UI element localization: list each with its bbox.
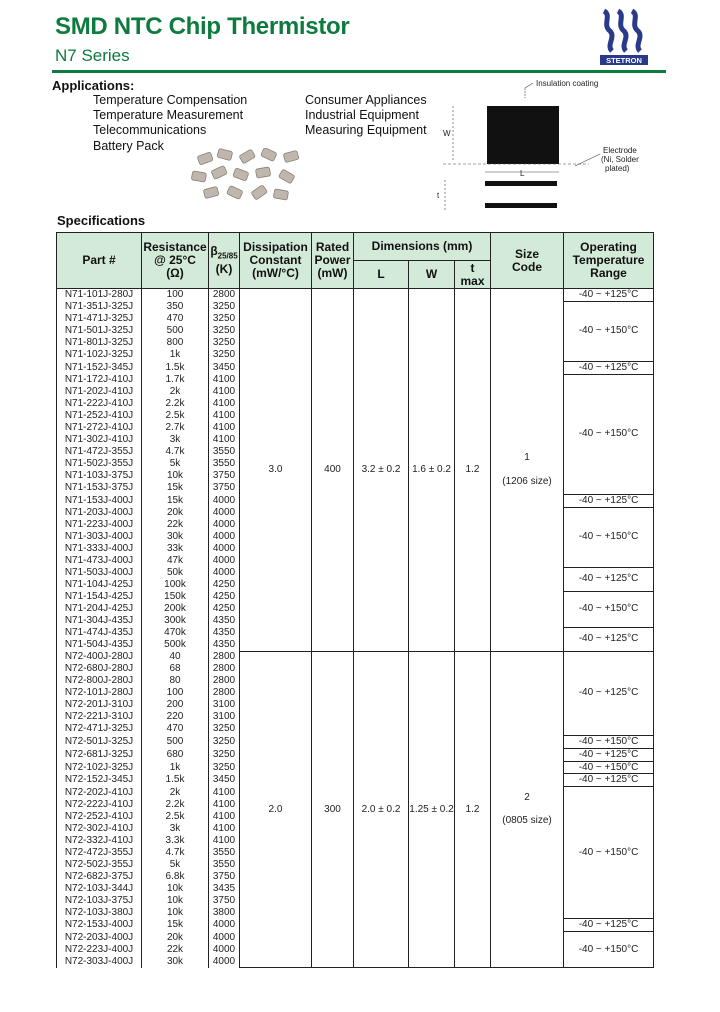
specifications-body <box>57 289 654 968</box>
part-number-cell: N71-104J-425J <box>57 579 142 591</box>
part-number-cell: N71-351J-325J <box>57 301 142 313</box>
temperature-range-cell: -40 ~ +125°C <box>564 627 654 651</box>
beta-cell: 4350 <box>209 627 240 639</box>
part-number-cell: N71-471J-325J <box>57 313 142 325</box>
beta-cell: 4100 <box>209 374 240 386</box>
beta-cell: 3450 <box>209 774 240 787</box>
logo-text: STETRON <box>606 56 642 65</box>
resistance-cell: 300k <box>142 615 209 627</box>
part-number-cell: N72-800J-280J <box>57 675 142 687</box>
temperature-range-cell: -40 ~ +125°C <box>564 919 654 932</box>
part-number-cell: N71-222J-410J <box>57 398 142 410</box>
beta-cell: 4100 <box>209 386 240 398</box>
resistance-cell: 10k <box>142 907 209 919</box>
beta-cell: 4350 <box>209 639 240 651</box>
part-number-cell: N72-252J-410J <box>57 811 142 823</box>
beta-cell: 4100 <box>209 410 240 422</box>
resistance-cell: 4.7k <box>142 847 209 859</box>
part-number-cell: N71-501J-325J <box>57 325 142 337</box>
temperature-range-cell: -40 ~ +150°C <box>564 735 654 748</box>
part-number-cell: N71-172J-410J <box>57 374 142 386</box>
header-beta-sub: 25/85 <box>217 251 238 261</box>
beta-cell: 3100 <box>209 711 240 723</box>
length-cell: 3.2 ± 0.2 <box>354 289 409 652</box>
resistance-cell: 2k <box>142 787 209 799</box>
resistance-cell: 33k <box>142 543 209 555</box>
resistance-cell: 5k <box>142 458 209 470</box>
resistance-cell: 20k <box>142 932 209 944</box>
header-rated <box>312 233 354 289</box>
header-dimensions: Dimensions (mm) <box>354 233 491 261</box>
resistance-cell: 10k <box>142 883 209 895</box>
beta-cell: 3250 <box>209 748 240 761</box>
resistance-cell: 1.5k <box>142 774 209 787</box>
beta-cell: 3550 <box>209 446 240 458</box>
resistance-cell: 10k <box>142 895 209 907</box>
resistance-cell: 47k <box>142 555 209 567</box>
part-number-cell: N71-304J-435J <box>57 615 142 627</box>
beta-cell: 3250 <box>209 325 240 337</box>
beta-cell: 4100 <box>209 787 240 799</box>
resistance-cell: 22k <box>142 519 209 531</box>
page-title: SMD NTC Chip Thermistor <box>55 13 350 40</box>
rated-power-cell: 300 <box>312 651 354 968</box>
thickness-cell: 1.2 <box>455 651 491 968</box>
header-resistance-line2: @ 25°C <box>154 253 196 267</box>
specifications-heading: Specifications <box>57 213 146 228</box>
part-number-cell: N71-503J-400J <box>57 567 142 579</box>
beta-cell: 4000 <box>209 567 240 579</box>
beta-cell: 4000 <box>209 519 240 531</box>
part-number-cell: N72-153J-400J <box>57 919 142 932</box>
header-rated-line2: Power <box>314 253 351 267</box>
size-code-cell <box>491 651 564 968</box>
resistance-cell: 200 <box>142 699 209 711</box>
beta-cell: 3250 <box>209 337 240 349</box>
beta-cell: 3750 <box>209 871 240 883</box>
resistance-cell: 680 <box>142 748 209 761</box>
beta-cell: 4100 <box>209 835 240 847</box>
part-number-cell: N71-154J-425J <box>57 591 142 603</box>
part-number-cell: N72-103J-380J <box>57 907 142 919</box>
resistance-cell: 6.8k <box>142 871 209 883</box>
part-number-cell: N72-201J-310J <box>57 699 142 711</box>
beta-cell: 2800 <box>209 675 240 687</box>
resistance-cell: 4.7k <box>142 446 209 458</box>
beta-cell: 2800 <box>209 687 240 699</box>
temperature-range-cell: -40 ~ +125°C <box>564 289 654 302</box>
size-code: 1 <box>524 452 530 463</box>
resistance-cell: 2.7k <box>142 422 209 434</box>
stetron-logo <box>598 5 650 67</box>
beta-cell: 3100 <box>209 699 240 711</box>
resistance-cell: 3.3k <box>142 835 209 847</box>
resistance-cell: 1.5k <box>142 361 209 374</box>
beta-cell: 3800 <box>209 907 240 919</box>
temperature-range-cell: -40 ~ +150°C <box>564 932 654 968</box>
resistance-cell: 1.7k <box>142 374 209 386</box>
header-beta-unit: (K) <box>215 261 233 276</box>
part-number-cell: N71-102J-325J <box>57 349 142 361</box>
header-operating-line2: Temperature <box>572 253 645 267</box>
part-number-cell: N72-221J-310J <box>57 711 142 723</box>
electrode-label: Electrode <box>603 146 637 155</box>
beta-cell: 4000 <box>209 956 240 968</box>
part-number-cell: N71-303J-400J <box>57 531 142 543</box>
t-label: t <box>437 191 440 200</box>
temperature-range-cell: -40 ~ +125°C <box>564 748 654 761</box>
beta-cell: 4100 <box>209 823 240 835</box>
header-size-line1: Size <box>515 246 540 261</box>
beta-cell: 4100 <box>209 422 240 434</box>
resistance-cell: 68 <box>142 663 209 675</box>
part-number-cell: N71-153J-375J <box>57 482 142 494</box>
size-desc: (1206 size) <box>502 475 552 487</box>
header-resistance-line3: (Ω) <box>166 266 184 280</box>
part-number-cell: N71-473J-400J <box>57 555 142 567</box>
part-number-cell: N71-153J-400J <box>57 494 142 507</box>
temperature-range-cell: -40 ~ +125°C <box>564 494 654 507</box>
header-operating <box>564 233 654 289</box>
resistance-cell: 15k <box>142 482 209 494</box>
size-code-cell <box>491 289 564 652</box>
resistance-cell: 470k <box>142 627 209 639</box>
beta-cell: 3450 <box>209 361 240 374</box>
part-number-cell: N71-272J-410J <box>57 422 142 434</box>
part-number-cell: N71-103J-375J <box>57 470 142 482</box>
beta-cell: 4100 <box>209 799 240 811</box>
application-item: Measuring Equipment <box>305 123 427 137</box>
part-number-cell: N72-681J-325J <box>57 748 142 761</box>
dimension-diagram <box>425 78 660 218</box>
part-number-cell: N71-204J-425J <box>57 603 142 615</box>
resistance-cell: 80 <box>142 675 209 687</box>
part-number-cell: N72-502J-355J <box>57 859 142 871</box>
resistance-cell: 5k <box>142 859 209 871</box>
beta-cell: 4000 <box>209 543 240 555</box>
size-desc: (0805 size) <box>502 815 552 827</box>
resistance-cell: 100 <box>142 687 209 699</box>
beta-cell: 4000 <box>209 932 240 944</box>
part-number-cell: N71-101J-280J <box>57 289 142 302</box>
width-cell: 1.25 ± 0.2 <box>409 651 455 968</box>
header-dissipation-line2: Constant <box>249 253 302 267</box>
insulation-label: Insulation coating <box>536 79 599 88</box>
table-row <box>57 289 654 302</box>
resistance-cell: 22k <box>142 944 209 956</box>
beta-cell: 3750 <box>209 470 240 482</box>
beta-cell: 4000 <box>209 494 240 507</box>
part-number-cell: N71-152J-345J <box>57 361 142 374</box>
beta-cell: 4250 <box>209 579 240 591</box>
header-part: Part # <box>57 233 142 289</box>
header-beta <box>209 233 240 289</box>
beta-cell: 2800 <box>209 651 240 663</box>
header-resistance <box>142 233 209 289</box>
application-item: Industrial Equipment <box>305 108 419 122</box>
header-resistance-line1: Resistance <box>143 240 207 254</box>
header-operating-line1: Operating <box>580 240 637 254</box>
resistance-cell: 40 <box>142 651 209 663</box>
resistance-cell: 15k <box>142 919 209 932</box>
part-number-cell: N72-501J-325J <box>57 735 142 748</box>
part-number-cell: N72-472J-355J <box>57 847 142 859</box>
resistance-cell: 30k <box>142 956 209 968</box>
electrode-label-3: plated) <box>605 164 630 173</box>
application-item: Telecommunications <box>93 123 207 137</box>
part-number-cell: N72-302J-410J <box>57 823 142 835</box>
header-operating-line3: Range <box>590 266 627 280</box>
beta-cell: 4100 <box>209 811 240 823</box>
part-number-cell: N72-471J-325J <box>57 723 142 735</box>
part-number-cell: N72-680J-280J <box>57 663 142 675</box>
temperature-range-cell: -40 ~ +150°C <box>564 507 654 567</box>
part-number-cell: N71-202J-410J <box>57 386 142 398</box>
beta-cell: 4100 <box>209 398 240 410</box>
beta-cell: 4000 <box>209 507 240 519</box>
resistance-cell: 470 <box>142 723 209 735</box>
part-number-cell: N72-101J-280J <box>57 687 142 699</box>
part-number-cell: N72-202J-410J <box>57 787 142 799</box>
resistance-cell: 1k <box>142 349 209 361</box>
resistance-cell: 1k <box>142 761 209 774</box>
resistance-cell: 2.5k <box>142 811 209 823</box>
dissipation-cell: 2.0 <box>240 651 312 968</box>
beta-cell: 3250 <box>209 735 240 748</box>
part-number-cell: N71-333J-400J <box>57 543 142 555</box>
header-t-line2: max <box>460 273 485 288</box>
beta-cell: 4100 <box>209 434 240 446</box>
resistance-cell: 2.2k <box>142 799 209 811</box>
part-number-cell: N72-303J-400J <box>57 956 142 968</box>
part-number-cell: N72-102J-325J <box>57 761 142 774</box>
width-cell: 1.6 ± 0.2 <box>409 289 455 652</box>
temperature-range-cell: -40 ~ +125°C <box>564 567 654 591</box>
beta-cell: 3550 <box>209 859 240 871</box>
beta-cell: 3550 <box>209 847 240 859</box>
part-number-cell: N71-472J-355J <box>57 446 142 458</box>
temperature-range-cell: -40 ~ +125°C <box>564 651 654 735</box>
header-beta-symbol: β <box>210 244 218 259</box>
rated-power-cell: 400 <box>312 289 354 652</box>
beta-cell: 3250 <box>209 761 240 774</box>
part-number-cell: N72-152J-345J <box>57 774 142 787</box>
length-cell: 2.0 ± 0.2 <box>354 651 409 968</box>
part-number-cell: N71-502J-355J <box>57 458 142 470</box>
part-number-cell: N72-682J-375J <box>57 871 142 883</box>
size-code: 2 <box>524 791 530 803</box>
temperature-range-cell: -40 ~ +150°C <box>564 301 654 361</box>
resistance-cell: 500 <box>142 325 209 337</box>
beta-cell: 3750 <box>209 482 240 494</box>
temperature-range-cell: -40 ~ +125°C <box>564 774 654 787</box>
application-item: Consumer Appliances <box>305 93 427 107</box>
resistance-cell: 200k <box>142 603 209 615</box>
beta-cell: 3250 <box>209 349 240 361</box>
beta-cell: 4250 <box>209 603 240 615</box>
temperature-range-cell: -40 ~ +150°C <box>564 374 654 494</box>
beta-cell: 3550 <box>209 458 240 470</box>
resistance-cell: 3k <box>142 434 209 446</box>
resistance-cell: 500 <box>142 735 209 748</box>
part-number-cell: N72-332J-410J <box>57 835 142 847</box>
part-number-cell: N71-302J-410J <box>57 434 142 446</box>
beta-cell: 2800 <box>209 289 240 302</box>
beta-cell: 4000 <box>209 919 240 932</box>
beta-cell: 3250 <box>209 301 240 313</box>
part-number-cell: N72-223J-400J <box>57 944 142 956</box>
part-number-cell: N72-203J-400J <box>57 932 142 944</box>
application-item: Battery Pack <box>93 139 164 153</box>
electrode-label-2: (Ni, Solder <box>601 155 639 164</box>
resistance-cell: 100k <box>142 579 209 591</box>
beta-cell: 2800 <box>209 663 240 675</box>
part-number-cell: N71-223J-400J <box>57 519 142 531</box>
resistance-cell: 470 <box>142 313 209 325</box>
dissipation-cell: 3.0 <box>240 289 312 652</box>
resistance-cell: 220 <box>142 711 209 723</box>
page-subtitle: N7 Series <box>55 46 130 65</box>
header-l: L <box>354 261 409 289</box>
temperature-range-cell: -40 ~ +125°C <box>564 361 654 374</box>
beta-cell: 4000 <box>209 531 240 543</box>
resistance-cell: 30k <box>142 531 209 543</box>
beta-cell: 4350 <box>209 615 240 627</box>
header-rated-line3: (mW) <box>317 266 348 280</box>
header-dissipation <box>240 233 312 289</box>
resistance-cell: 50k <box>142 567 209 579</box>
beta-cell: 3750 <box>209 895 240 907</box>
part-number-cell: N71-252J-410J <box>57 410 142 422</box>
part-number-cell: N71-504J-435J <box>57 639 142 651</box>
thickness-cell: 1.2 <box>455 289 491 652</box>
w-label: W <box>443 129 451 138</box>
beta-cell: 3250 <box>209 723 240 735</box>
chip-photo <box>188 148 308 208</box>
header-dissipation-line1: Dissipation <box>243 240 308 254</box>
table-row <box>57 651 654 663</box>
beta-cell: 3250 <box>209 313 240 325</box>
header-dissipation-line3: (mW/°C) <box>252 266 299 280</box>
header-size <box>491 233 564 289</box>
application-item: Temperature Measurement <box>93 108 244 122</box>
part-number-cell: N72-103J-344J <box>57 883 142 895</box>
resistance-cell: 15k <box>142 494 209 507</box>
resistance-cell: 100 <box>142 289 209 302</box>
header-rated-line1: Rated <box>315 240 350 254</box>
specifications-table <box>56 232 654 968</box>
temperature-range-cell: -40 ~ +150°C <box>564 787 654 919</box>
header-size-line2: Code <box>512 259 543 274</box>
resistance-cell: 150k <box>142 591 209 603</box>
resistance-cell: 3k <box>142 823 209 835</box>
resistance-cell: 2.2k <box>142 398 209 410</box>
part-number-cell: N72-103J-375J <box>57 895 142 907</box>
applications-heading: Applications: <box>52 78 135 93</box>
application-item: Temperature Compensation <box>93 93 248 107</box>
part-number-cell: N71-801J-325J <box>57 337 142 349</box>
beta-cell: 4000 <box>209 944 240 956</box>
part-number-cell: N71-203J-400J <box>57 507 142 519</box>
title-divider <box>52 70 666 73</box>
beta-cell: 4250 <box>209 591 240 603</box>
beta-cell: 4000 <box>209 555 240 567</box>
part-number-cell: N71-474J-435J <box>57 627 142 639</box>
resistance-cell: 20k <box>142 507 209 519</box>
header-w: W <box>409 261 455 289</box>
l-label: L <box>520 169 525 178</box>
beta-cell: 3435 <box>209 883 240 895</box>
resistance-cell: 800 <box>142 337 209 349</box>
resistance-cell: 2k <box>142 386 209 398</box>
part-number-cell: N72-400J-280J <box>57 651 142 663</box>
resistance-cell: 2.5k <box>142 410 209 422</box>
temperature-range-cell: -40 ~ +150°C <box>564 761 654 774</box>
header-t <box>455 261 491 289</box>
resistance-cell: 500k <box>142 639 209 651</box>
header-t-line1: t <box>470 260 475 275</box>
resistance-cell: 350 <box>142 301 209 313</box>
resistance-cell: 10k <box>142 470 209 482</box>
temperature-range-cell: -40 ~ +150°C <box>564 591 654 627</box>
part-number-cell: N72-222J-410J <box>57 799 142 811</box>
